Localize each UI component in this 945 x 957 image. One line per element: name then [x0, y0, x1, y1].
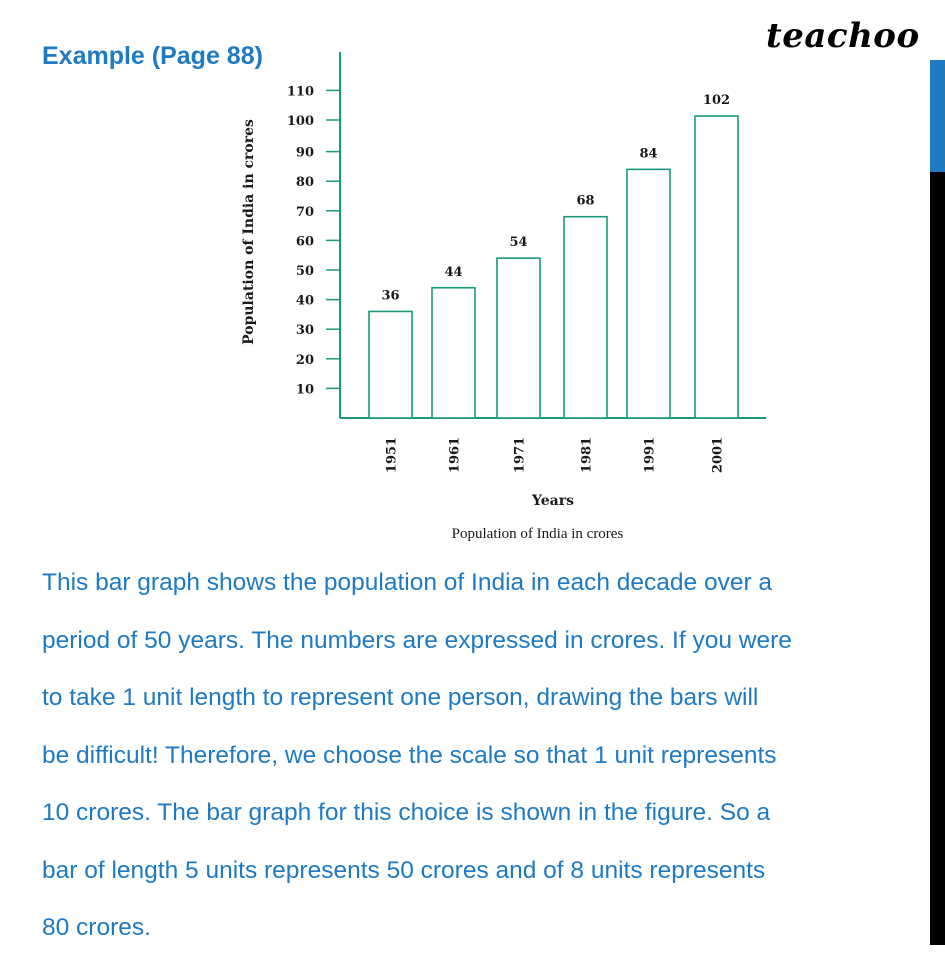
bar-value-label: 102: [702, 93, 731, 109]
x-axis-title: Years: [531, 493, 575, 509]
paragraph-line: 10 crores. The bar graph for this choice is shown in the figure. So a: [42, 799, 771, 826]
paragraph-line: period of 50 years. The numbers are expressed in crores. If you were: [42, 626, 792, 654]
y-tick-label: 10: [295, 382, 314, 398]
x-tick-label: 1971: [512, 436, 528, 474]
y-tick-label: 80: [295, 175, 314, 191]
bar-value-label: 54: [509, 235, 528, 251]
paragraph-line: to take 1 unit length to represent one person, drawing the bars will: [42, 684, 759, 711]
bar-value-label: 36: [381, 288, 400, 304]
y-tick-label: 100: [286, 114, 314, 129]
bar-value-label: 84: [639, 146, 658, 162]
y-tick-label: 20: [295, 352, 314, 368]
y-tick-label: 110: [286, 84, 314, 100]
bar: [432, 288, 475, 418]
x-tick-label: 1991: [642, 436, 658, 474]
bar: [369, 311, 412, 418]
bar: [564, 217, 607, 418]
bar: [497, 258, 540, 418]
y-tick-label: 50: [295, 264, 314, 279]
y-tick-label: 90: [295, 145, 314, 161]
y-tick-label: 70: [295, 204, 314, 220]
paragraph-line: bar of length 5 units represents 50 crores and of 8 units represents: [42, 856, 766, 884]
bar-value-label: 68: [576, 193, 595, 209]
bar: [695, 116, 738, 418]
bar: [627, 169, 670, 418]
explanation-paragraph: [42, 554, 942, 957]
x-tick-label: 2001: [710, 436, 726, 474]
y-tick-label: 30: [295, 323, 314, 339]
x-tick-label: 1981: [579, 436, 595, 474]
chart-caption: Population of India in crores: [451, 526, 624, 542]
x-tick-label: 1951: [384, 436, 400, 474]
y-tick-label: 60: [295, 234, 314, 250]
y-tick-label: 40: [295, 293, 314, 309]
x-tick-label: 1961: [447, 436, 463, 474]
paragraph-line: 80 crores.: [42, 914, 151, 941]
paragraph-line: be difficult! Therefore, we choose the scale so that 1 unit represents: [42, 741, 777, 769]
y-axis-title: Population of India in crores: [241, 119, 257, 345]
bar-value-label: 44: [444, 264, 463, 280]
example-heading: Example (Page 88): [42, 42, 263, 70]
teachoo-logo: teachoo: [766, 16, 920, 56]
paragraph-line: This bar graph shows the population of India in each decade over a: [42, 569, 773, 596]
